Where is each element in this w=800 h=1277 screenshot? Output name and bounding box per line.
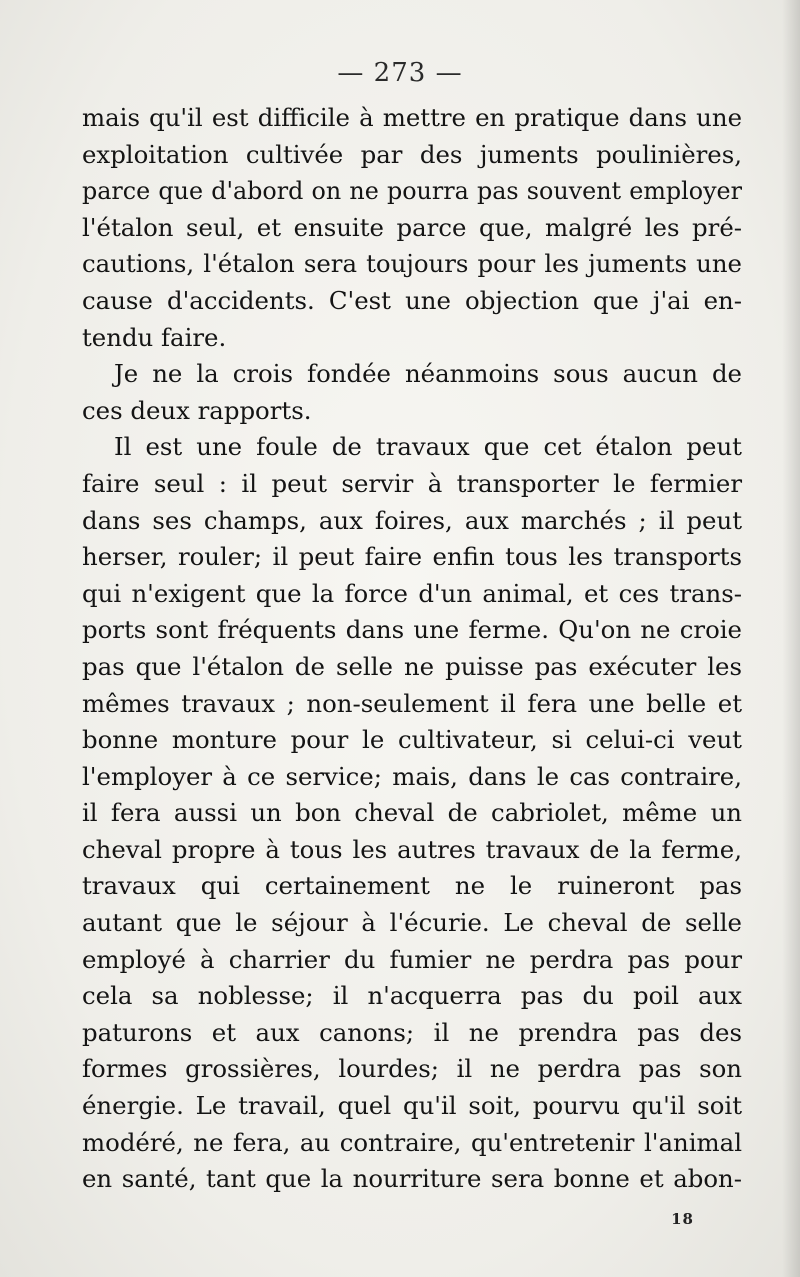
page-number: — 273 — [337,58,463,88]
text-line: exploitation cultivée par des juments poulinières, [82,139,742,169]
text-line: mêmes travaux ; non-seulement il fera une belle et [82,688,742,718]
text-line: mais qu'il est difficile à mettre en pratique dans une [82,103,742,132]
text-line: en santé, tant que la nourriture sera bonne et abon- [82,1164,742,1194]
page-edge-shadow [782,0,800,1277]
text-line: autant que le séjour à l'écurie. Le cheval de selle [82,908,742,938]
text-line: l'employer à ce service; mais, dans le cas contraire, [82,761,742,791]
text-line: cause d'accidents. C'est une objection que j'ai en- [82,285,742,315]
text-line: tendu faire. [82,322,227,352]
text-line: travaux qui certainement ne le ruineront pas [82,871,742,901]
text-line: parce que d'abord on ne pourra pas souvent employer [82,177,742,206]
text-line: formes grossières, lourdes; il ne perdra pas son [82,1054,742,1084]
text-line: Je ne la crois fondée néanmoins sous aucun de [114,359,742,389]
text-line: cheval propre à tous les autres travaux de la ferme, [82,834,742,864]
text-line: dans ses champs, aux foires, aux marchés ; il peut [82,505,742,535]
text-line: cautions, l'étalon sera toujours pour les juments une [82,249,742,279]
text-line: faire seul : il peut servir à transporter le fermier [82,468,742,498]
text-line: paturons et aux canons; il ne prendra pas des [82,1017,742,1047]
text-line: Il est une foule de travaux que cet étalon peut [114,432,742,462]
text-line: ports sont fréquents dans une ferme. Qu'on ne croie [82,615,742,645]
text-line: pas que l'étalon de selle ne puisse pas exécuter les [82,651,742,681]
text-line: l'étalon seul, et ensuite parce que, malgré les pré- [82,212,742,242]
text-line: herser, rouler; il peut faire enfin tous les transports [82,542,742,572]
text-line: il fera aussi un bon cheval de cabriolet, même un [82,798,742,828]
text-line: employé à charrier du fumier ne perdra pas pour [82,944,742,974]
text-line: énergie. Le travail, quel qu'il soit, pourvu qu'il soit [82,1091,742,1121]
text-line: ces deux rapports. [82,395,312,425]
text-line: bonne monture pour le cultivateur, si celui-ci veut [82,725,742,755]
text-line: qui n'exigent que la force d'un animal, et ces trans- [82,578,742,608]
body-text [82,100,742,1198]
text-line: modéré, ne fera, au contraire, qu'entretenir l'animal [82,1127,742,1157]
text-line: cela sa noblesse; il n'acquerra pas du poil aux [82,981,742,1011]
signature-mark: 18 [671,1210,694,1228]
